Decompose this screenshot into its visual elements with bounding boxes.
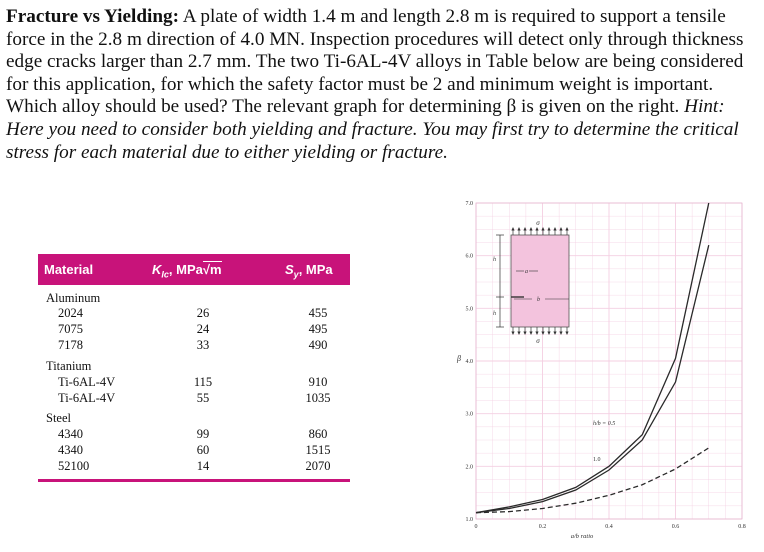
x-tick-label: 0.8: [738, 524, 746, 530]
cell-sy: 455: [308, 306, 328, 320]
a-label: a: [525, 269, 528, 275]
table-row: [38, 375, 350, 391]
table-row: [38, 306, 350, 322]
group-name: Titanium: [46, 359, 92, 373]
sigma-label-bottom: σ: [536, 337, 540, 345]
curve-label-h10: 1.0: [593, 457, 601, 463]
sigma-arrowhead: [535, 227, 538, 231]
y-tick-label: 4.0: [465, 359, 473, 365]
cell-kic: 55: [196, 391, 210, 405]
sigma-arrows-bottom: [511, 327, 568, 335]
cell-kic: 14: [196, 459, 210, 473]
cell-sy: 495: [308, 322, 328, 336]
cell-material: 2024: [58, 306, 83, 320]
sigma-arrowhead: [559, 227, 562, 231]
header-sy: [285, 262, 333, 280]
cell-kic: 26: [196, 306, 210, 320]
curve-label-h05: h/b = 0.5: [593, 421, 616, 427]
sigma-arrowhead: [541, 227, 544, 231]
header-sy-base: S: [285, 262, 294, 277]
sigma-label-top: σ: [536, 219, 540, 227]
axis-ticks: [466, 201, 746, 530]
y-tick-label: 1.0: [465, 517, 473, 523]
b-label: b: [537, 297, 540, 303]
x-axis-label: a/b ratio: [570, 533, 594, 540]
x-tick-label: 0: [474, 524, 478, 530]
table-row: [38, 338, 350, 354]
problem-title: Fracture vs Yielding:: [6, 6, 180, 27]
header-material: Material: [44, 262, 94, 277]
cell-material: 4340: [58, 443, 83, 457]
table-row: [38, 459, 350, 475]
x-tick-label: 0.6: [671, 524, 680, 530]
sigma-arrowhead: [529, 227, 532, 231]
sigma-arrowhead: [517, 227, 520, 231]
sigma-arrowhead: [511, 227, 514, 231]
table-row: [38, 427, 350, 443]
sigma-arrowhead: [565, 227, 568, 231]
table-row: [38, 391, 350, 407]
cell-material: 52100: [58, 459, 90, 473]
cell-material: 7075: [58, 322, 83, 336]
cell-material: Ti-6AL-4V: [58, 391, 116, 405]
sigma-arrows-top: [511, 227, 568, 235]
table-bottom-rule: [38, 479, 350, 482]
group-name: Steel: [46, 411, 71, 425]
h-label-upper: h: [493, 257, 496, 263]
y-tick-label: 6.0: [465, 253, 473, 260]
materials-table: [38, 254, 350, 473]
problem-body: A plate of width 1.4 m and length 2.8 m is required to support a tensile force in the 2.8 m direction of 4.0 MN. Inspection procedures will detect only through thickness edge cracks larger than 2.7 mm. The two Ti-6AL-4V alloys in Table below are being considered for this application, for which the safety factor must be 2 and minimum weight is important. Which alloy should be used? The relevant graph for determining β is given on the right.: [6, 6, 744, 118]
x-tick-label: 0.2: [538, 524, 547, 530]
cell-kic: 99: [196, 427, 210, 441]
header-sy-sub: y: [293, 269, 299, 280]
sigma-arrowhead: [547, 227, 550, 231]
cell-kic: 60: [196, 443, 210, 457]
problem-statement: [6, 6, 758, 164]
group-row-steel: [38, 411, 350, 427]
sigma-arrowhead: [523, 227, 526, 231]
group-name: Aluminum: [46, 291, 101, 305]
beta-graph: [452, 193, 764, 550]
cell-sy: 910: [308, 375, 328, 389]
x-tick-label: 0.4: [605, 524, 613, 530]
specimen-plate: [511, 235, 569, 327]
group-row-aluminum: [38, 291, 350, 307]
cell-material: Ti-6AL-4V: [58, 375, 116, 389]
cell-material: 4340: [58, 427, 83, 441]
cell-sy: 1515: [305, 443, 331, 457]
h-label-lower: h: [493, 311, 496, 317]
cell-sy: 2070: [305, 459, 331, 473]
y-axis-label: β: [457, 354, 461, 363]
cell-sy: 1035: [305, 391, 331, 405]
group-row-titanium: [38, 359, 350, 375]
table-row: [38, 443, 350, 459]
cell-kic: 115: [193, 375, 213, 389]
header-kic-base: K: [152, 262, 162, 277]
y-tick-label: 5.0: [465, 306, 473, 313]
table-row: [38, 322, 350, 338]
y-tick-label: 7.0: [465, 201, 473, 207]
problem-hint: Hint: Here you need to consider both yielding and fracture. You may first try to determine the critical stress for each material due to either yielding or fracture.: [6, 96, 739, 163]
header-kic-sub: Ic: [161, 269, 169, 280]
header-kic-root: √m: [202, 262, 222, 277]
y-tick-label: 2.0: [465, 464, 473, 471]
header-sy-units: , MPa: [298, 262, 333, 277]
cell-sy: 490: [308, 338, 328, 352]
cell-material: 7178: [58, 338, 83, 352]
table-header-row: [38, 254, 350, 285]
cell-kic: 33: [196, 338, 210, 352]
y-tick-label: 3.0: [465, 411, 473, 418]
header-kic: [152, 262, 222, 280]
header-kic-units: , MPa: [168, 262, 203, 277]
cell-sy: 860: [308, 427, 328, 441]
cell-kic: 24: [196, 322, 210, 336]
beta-chart-svg: [452, 193, 764, 550]
sigma-arrowhead: [553, 227, 556, 231]
